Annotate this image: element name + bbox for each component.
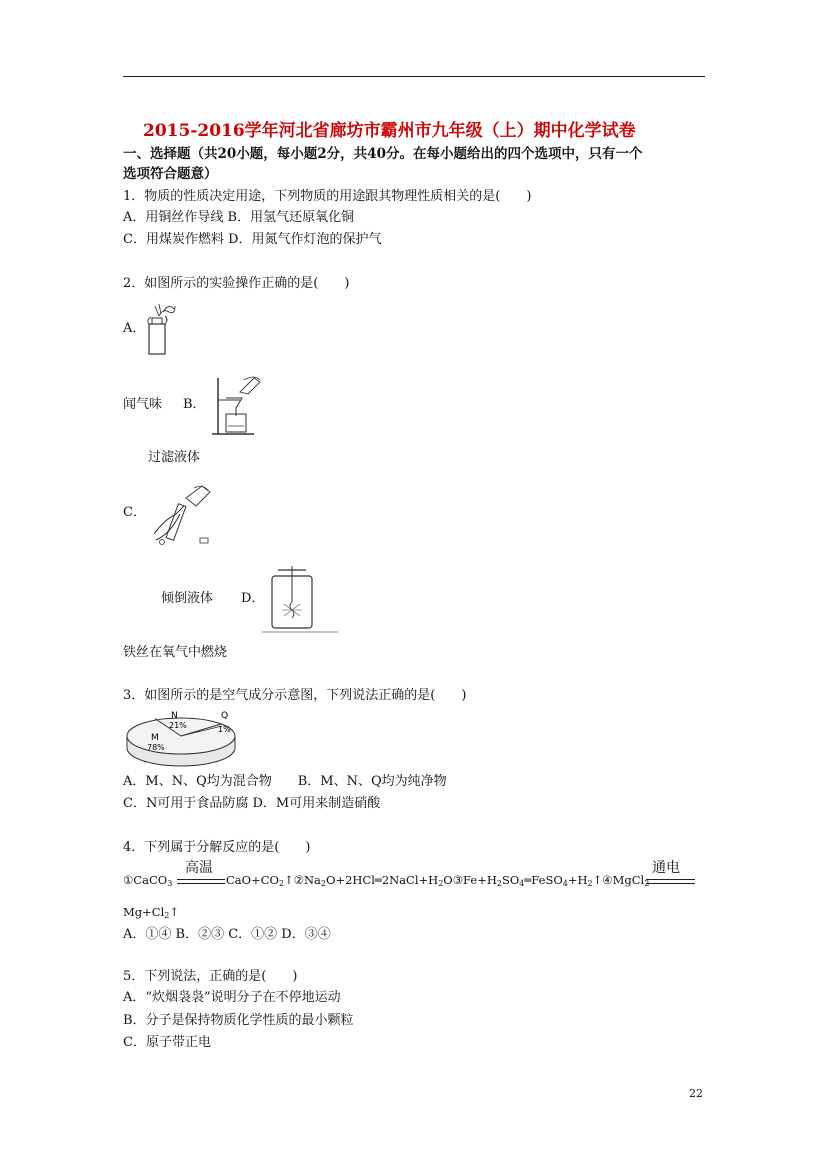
q2-d-caption: 铁丝在氧气中燃烧 [123,645,228,660]
q2-b-caption: 过滤液体 [148,450,201,465]
pie-pct-q: 1% [218,725,231,734]
q2-a-label: A． [123,321,146,336]
q5-stem: 5．下列说法，正确的是( ) [123,969,298,984]
q3-stem: 3．如图所示的是空气成分示意图，下列说法正确的是( ) [123,688,467,703]
pie-label-m: M [151,733,159,743]
pie-label-n: N [171,711,178,721]
q2-stem: 2．如图所示的实验操作正确的是( ) [123,276,350,291]
q2-d-label: D． [241,591,265,606]
q4-reaction-1-products: $CaO+CO_2↑②Na_2O+2HCl═2NaCl+H_2O③Fe+H_2SO_4═FeSO_4+H_2↑④MgCl_2$ [226,873,650,888]
double-line-arrow-2 [646,879,695,884]
q4-reaction-4-products: $Mg+Cl_2↑$ [123,905,179,920]
pie-label-q: Q [221,711,229,721]
q4-stem: 4．下列属于分解反应的是( ) [123,840,311,855]
section-heading-line1: 一、选择题（共20小题，每小题2分，共40分。在每小题给出的四个选项中，只有一个 [123,146,643,162]
q1-options-ab: A．用铜丝作导线 B．用氢气还原氧化铜 [123,210,355,225]
air-composition-pie [121,706,251,772]
reaction-condition-electric: 通电 [652,860,680,876]
q5-option-c: C．原子带正电 [123,1035,211,1050]
q4-reaction-1: ①CaCO$_3$ [123,873,173,888]
q3-options-cd: C．N可用于食品防腐 D．M可用来制造硝酸 [123,796,381,811]
iron-wire-burning-figure [262,566,340,636]
q1-options-cd: C．用煤炭作燃料 D．用氮气作灯泡的保护气 [123,232,382,247]
q2-c-label: C． [123,505,146,520]
filtration-figure [210,372,266,438]
page-title: 2015-2016学年河北省廊坊市霸州市九年级（上）期中化学试卷 [143,121,636,141]
q2-b-label: B． [183,397,206,412]
q5-option-b: B．分子是保持物质化学性质的最小颗粒 [123,1013,354,1028]
q2-a-caption: 闻气味 [123,397,163,412]
double-line-arrow-1 [177,879,225,884]
q2-c-caption: 倾倒液体 [161,591,214,606]
q3-options-ab: A．M、N、Q均为混合物 B．M、N、Q均为纯净物 [123,774,447,789]
pour-liquid-figure [150,478,218,548]
pie-pct-m: 78% [147,743,165,752]
pie-pct-n: 21% [169,721,187,730]
smell-gas-figure [143,300,183,360]
page-number: 22 [689,1087,703,1100]
q4-options: A．①④ B．②③ C．①② D．③④ [123,927,331,942]
section-heading-line2: 选项符合题意） [123,166,218,182]
reaction-condition-high-temp: 高温 [185,860,213,876]
header-rule [123,76,705,77]
q5-option-a: A．“炊烟袅袅”说明分子在不停地运动 [123,990,341,1005]
q1-stem: 1．物质的性质决定用途，下列物质的用途跟其物理性质相关的是( ) [123,189,532,204]
